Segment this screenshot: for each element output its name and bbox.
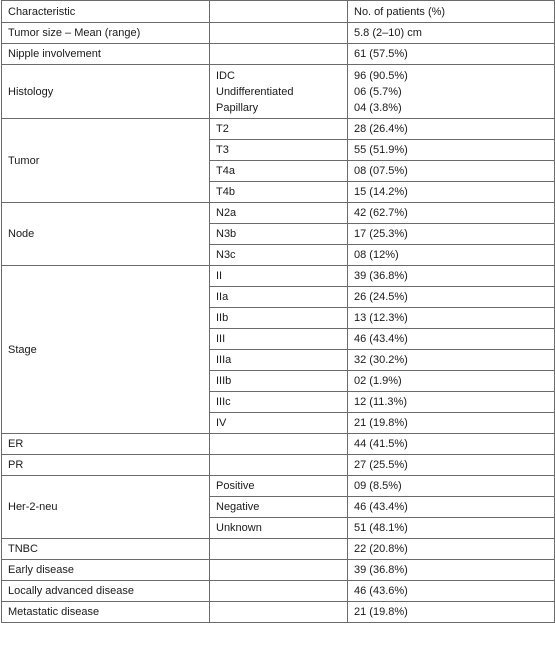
row-subcategory: IIIa [210, 350, 348, 371]
row-subcategory: Papillary [216, 101, 259, 114]
row-subcategory: Unknown [210, 518, 348, 539]
table-row [2, 602, 555, 623]
row-characteristic: Tumor size – Mean (range) [2, 23, 210, 44]
row-subcategory [210, 602, 348, 623]
row-characteristic: Histology [2, 65, 210, 119]
row-subcategory: IIb [210, 308, 348, 329]
row-value: 22 (20.8%) [348, 539, 555, 560]
row-characteristic: Early disease [2, 560, 210, 581]
row-value: 51 (48.1%) [348, 518, 555, 539]
row-value: 26 (24.5%) [348, 287, 555, 308]
row-subcategory [210, 434, 348, 455]
table-row [2, 266, 555, 287]
row-value: 13 (12.3%) [348, 308, 555, 329]
row-subcategory [210, 23, 348, 44]
patient-characteristics-table [1, 0, 555, 623]
header-characteristic: Characteristic [2, 1, 210, 23]
table-header-row [2, 1, 555, 23]
row-value: 44 (41.5%) [348, 434, 555, 455]
row-subcategory: T2 [210, 119, 348, 140]
row-characteristic: Tumor [2, 119, 210, 203]
row-value: 17 (25.3%) [348, 224, 555, 245]
table-row [2, 560, 555, 581]
row-subcategory: T4a [210, 161, 348, 182]
row-subcategory: T3 [210, 140, 348, 161]
row-characteristic: Node [2, 203, 210, 266]
table-row [2, 23, 555, 44]
row-value: 27 (25.5%) [348, 455, 555, 476]
row-subcategory: IDC [216, 69, 235, 82]
row-subcategory: IIIb [210, 371, 348, 392]
row-subcategory: III [210, 329, 348, 350]
row-subcategory: N3b [210, 224, 348, 245]
row-value: 28 (26.4%) [348, 119, 555, 140]
table-row [2, 455, 555, 476]
row-characteristic: Locally advanced disease [2, 581, 210, 602]
row-value: 12 (11.3%) [348, 392, 555, 413]
row-subcategory: N2a [210, 203, 348, 224]
row-subcategory [210, 581, 348, 602]
row-characteristic: Metastatic disease [2, 602, 210, 623]
row-value: 08 (12%) [348, 245, 555, 266]
row-subcategory: II [210, 266, 348, 287]
row-value: 09 (8.5%) [348, 476, 555, 497]
row-value: 96 (90.5%) [354, 69, 408, 82]
row-value: 08 (07.5%) [348, 161, 555, 182]
row-subcategory: Undifferentiated [216, 85, 294, 98]
row-subcategory: T4b [210, 182, 348, 203]
row-value: 21 (19.8%) [348, 413, 555, 434]
row-subcategory [210, 539, 348, 560]
row-value-list [348, 65, 555, 119]
row-characteristic: Nipple involvement [2, 44, 210, 65]
row-value: 32 (30.2%) [348, 350, 555, 371]
row-value: 39 (36.8%) [348, 560, 555, 581]
row-value: 15 (14.2%) [348, 182, 555, 203]
table-row [2, 44, 555, 65]
row-value: 46 (43.6%) [348, 581, 555, 602]
row-value: 02 (1.9%) [348, 371, 555, 392]
row-subcategory [210, 44, 348, 65]
row-subcategory: IIIc [210, 392, 348, 413]
row-value: 46 (43.4%) [348, 497, 555, 518]
row-subcategory: N3c [210, 245, 348, 266]
header-patients: No. of patients (%) [348, 1, 555, 23]
row-value: 04 (3.8%) [354, 101, 402, 114]
row-characteristic: ER [2, 434, 210, 455]
row-value: 46 (43.4%) [348, 329, 555, 350]
row-value: 61 (57.5%) [348, 44, 555, 65]
row-subcategory [210, 455, 348, 476]
row-value: 06 (5.7%) [354, 85, 402, 98]
row-subcategory [210, 560, 348, 581]
row-value: 55 (51.9%) [348, 140, 555, 161]
row-value: 39 (36.8%) [348, 266, 555, 287]
row-value: 21 (19.8%) [348, 602, 555, 623]
table-row [2, 119, 555, 140]
table-row [2, 581, 555, 602]
row-characteristic: PR [2, 455, 210, 476]
row-subcategory-list [210, 65, 348, 119]
table-row [2, 203, 555, 224]
table-row [2, 65, 555, 119]
table-row [2, 476, 555, 497]
row-characteristic: Her-2-neu [2, 476, 210, 539]
header-subcategory [210, 1, 348, 23]
row-subcategory: Negative [210, 497, 348, 518]
row-value: 5.8 (2–10) cm [348, 23, 555, 44]
row-subcategory: IV [210, 413, 348, 434]
row-characteristic: Stage [2, 266, 210, 434]
row-value: 42 (62.7%) [348, 203, 555, 224]
row-subcategory: IIa [210, 287, 348, 308]
table-row [2, 434, 555, 455]
row-characteristic: TNBC [2, 539, 210, 560]
row-subcategory: Positive [210, 476, 348, 497]
table-row [2, 539, 555, 560]
